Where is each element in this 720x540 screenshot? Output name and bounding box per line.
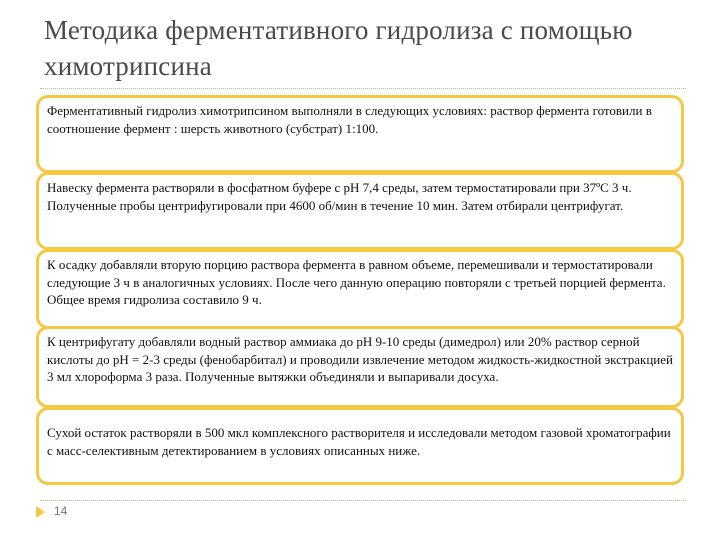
step-box-1	[36, 95, 684, 173]
step-box-4	[36, 326, 684, 408]
step-text-4: К центрифугату добавляли водный раствор аммиака до pH 9-10 среды (димедрол) или 20% раствор серной кислоты до pH = 2-3 среды (фенобарбитал) и проводили извлечение методом жидкость-жидкостной экстракцией 3 мл хлороформа 3 раза. Полученные вытяжки объединяли и выпаривали досуха.	[47, 334, 673, 384]
top-divider	[40, 88, 686, 89]
step-text-5: Сухой остаток растворяли в 500 мкл комплексного растворителя и исследовали методом газовой хроматографии с масс-селективным детектированием в условиях описанных ниже.	[47, 425, 671, 458]
step-text-2: Навеску фермента растворяли в фосфатном буфере с pH 7,4 среды, затем термостатировали при 37ºС 3 ч. Полученные пробы центрифугировали при 4600 об/мин в течение 10 мин. Затем отбирали центрифугат.	[47, 180, 632, 213]
bottom-divider	[40, 500, 686, 501]
page-number: 14	[54, 504, 68, 518]
triangle-bullet-icon	[36, 506, 45, 518]
step-text-1: Ферментативный гидролиз химотрипсином выполняли в следующих условиях: раствор фермента готовили в соотношение фермент : шерсть животного (субстрат) 1:100.	[47, 103, 652, 136]
step-text-3: К осадку добавляли вторую порцию раствора фермента в равном объеме, перемешивали и термостатировали следующие 3 ч в аналогичных условиях. После чего данную операцию повторяли с третьей порцией фермента. Общее время гидролиза составило 9 ч.	[47, 257, 666, 307]
step-box-2	[36, 172, 684, 250]
step-box-3	[36, 249, 684, 329]
step-box-5	[36, 407, 684, 485]
slide-title: Методика ферментативного гидролиза с помощью химотрипсина	[44, 15, 633, 81]
